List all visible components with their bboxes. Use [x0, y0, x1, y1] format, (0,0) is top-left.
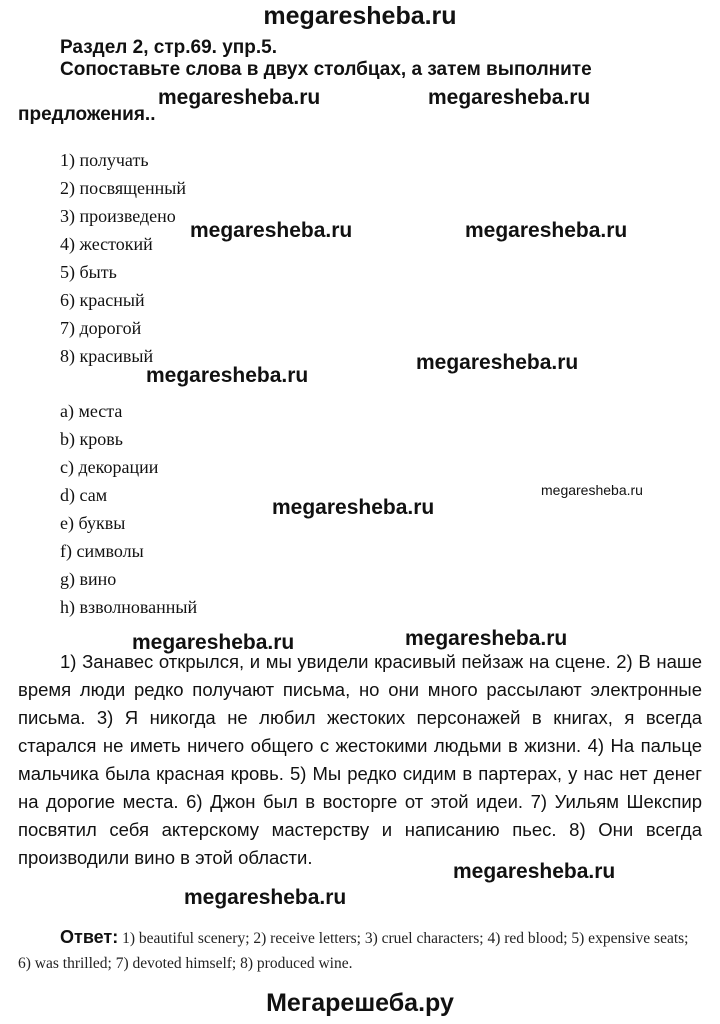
list-item: f) символы [60, 541, 144, 561]
list-item: 5) быть [60, 262, 117, 282]
translation-paragraph: 1) Занавес открылся, и мы увидели красивый пейзаж на сцене. 2) В наше время люди редко получают письма, но они много рассылают электронные письма. 3) Я никогда не любил жестоких персонажей в книгах, я всегда старался не иметь ничего общего с жестокими людьми в жизни. 4) На пальце мальчика была красная кровь. 5) Мы редко сидим в партерах, у нас нет денег на дорогие места. 6) Джон был в восторге от этой идеи. 7) Уильям Шекспир посвятил себя актерскому мастерству и написанию пьес. 8) Они всегда производили вино в этой области. [18, 651, 702, 868]
watermark: megaresheba.ru [272, 496, 435, 519]
list-item: c) декорации [60, 457, 159, 477]
watermark: megaresheba.ru [158, 86, 321, 109]
instruction-line-1: Сопоставьте слова в двух столбцах, а затем выполните [60, 59, 592, 80]
list-item: h) взволнованный [60, 597, 198, 617]
list-item: 3) произведено [60, 206, 176, 226]
watermark: megaresheba.ru [146, 364, 309, 387]
watermark: megaresheba.ru [416, 351, 579, 374]
watermark: megaresheba.ru [453, 860, 616, 883]
list-item: 4) жестокий [60, 234, 153, 254]
answer-label: Ответ: [60, 927, 119, 947]
list-item: e) буквы [60, 513, 126, 533]
watermark: megaresheba.ru [405, 627, 568, 650]
watermark: megaresheba.ru [184, 886, 347, 909]
site-title-top: megaresheba.ru [263, 2, 457, 30]
list-item: a) места [60, 401, 123, 421]
exercise-title: Раздел 2, стр.69. упр.5. [60, 37, 277, 58]
list-item: d) сам [60, 485, 108, 505]
list-item: 7) дорогой [60, 318, 142, 338]
site-title-bottom: Мегарешеба.ру [266, 989, 454, 1017]
watermark: megaresheba.ru [190, 219, 353, 242]
list-item: 8) красивый [60, 346, 154, 366]
list-item: 2) посвященный [60, 178, 186, 198]
instruction-line-2: предложения.. [18, 104, 156, 125]
watermark: megaresheba.ru [465, 219, 628, 242]
watermark-small: megaresheba.ru [541, 482, 643, 498]
watermark: megaresheba.ru [132, 631, 295, 654]
answer-text: 1) beautiful scenery; 2) receive letters; 3) cruel characters; 4) red blood; 5) expensive seats; 6) was thrilled; 7) devoted himself; 8) produced wine. [18, 930, 689, 972]
list-item: 1) получать [60, 150, 149, 170]
list-item: 6) красный [60, 290, 145, 310]
watermark: megaresheba.ru [428, 86, 591, 109]
answer-block [18, 925, 702, 976]
list-item: b) кровь [60, 429, 123, 449]
list-item: g) вино [60, 569, 117, 589]
